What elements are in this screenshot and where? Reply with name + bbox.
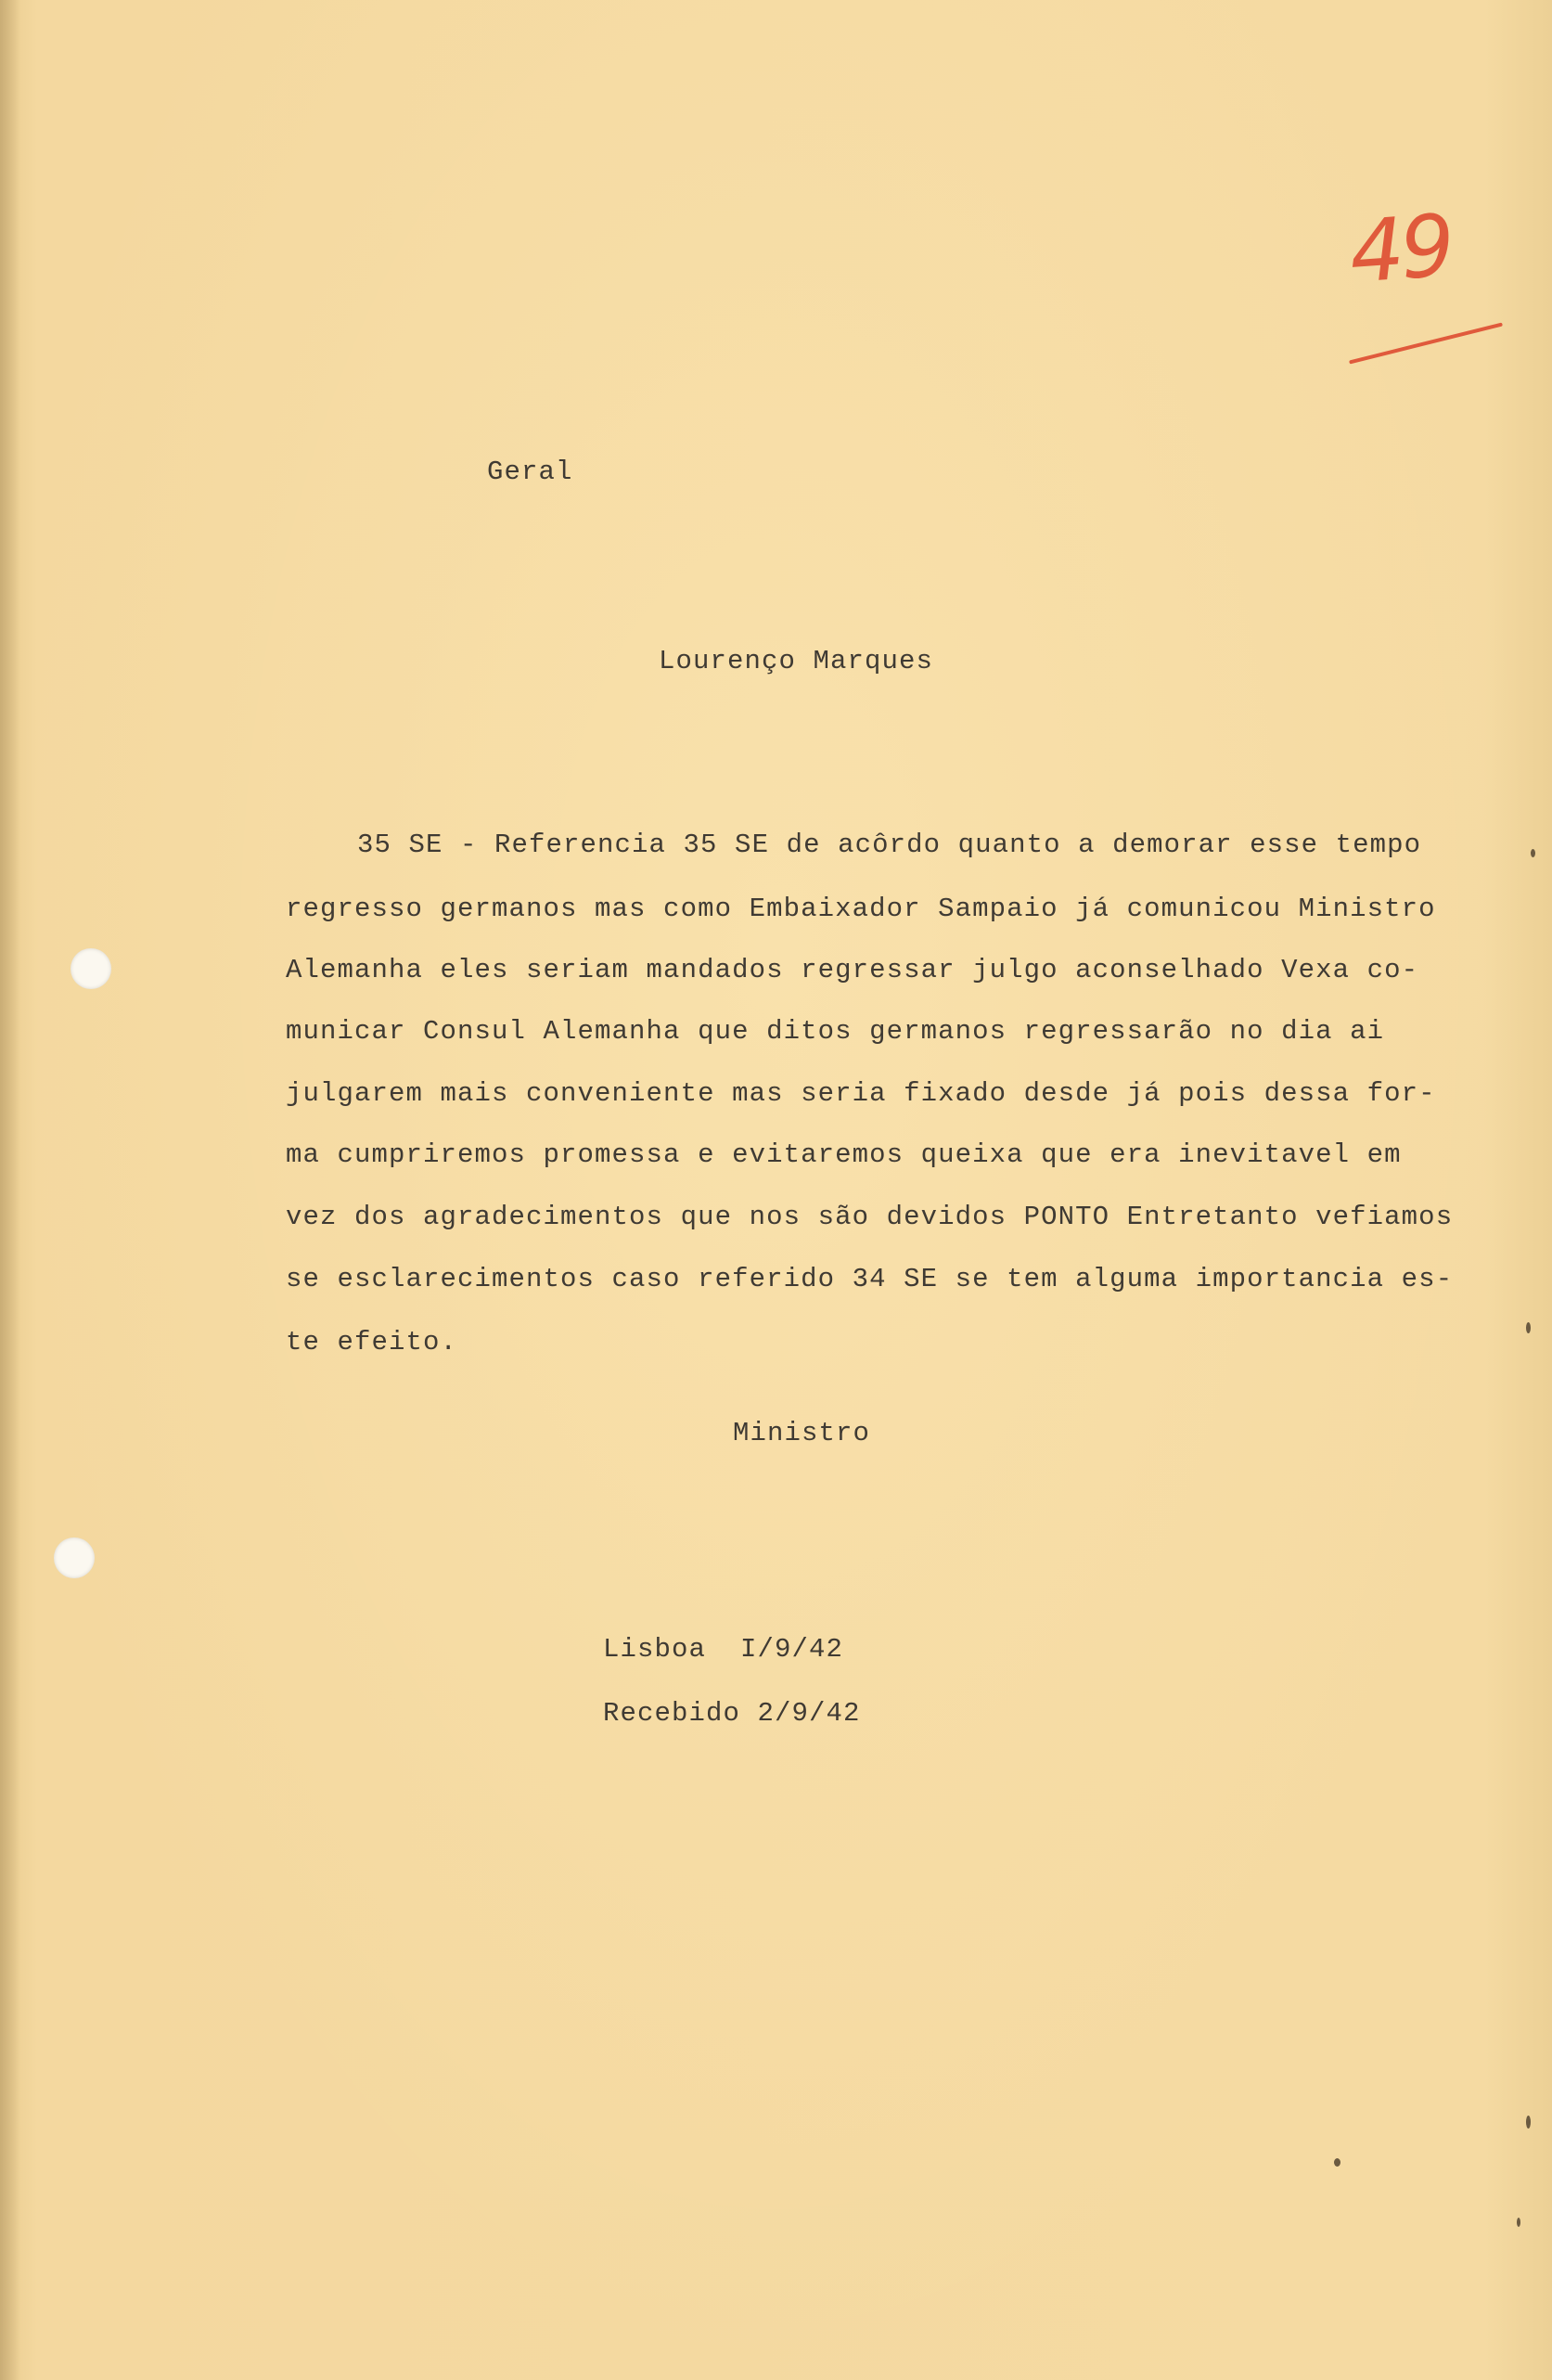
folio-underline bbox=[1349, 322, 1503, 364]
folio-number: 49 bbox=[1346, 196, 1455, 302]
punch-hole bbox=[54, 1537, 95, 1578]
message-line: te efeito. bbox=[286, 1327, 458, 1357]
received-date: Recebido 2/9/42 bbox=[603, 1698, 861, 1729]
message-line: Alemanha eles seriam mandados regressar julgo aconselhado Vexa co- bbox=[286, 955, 1419, 985]
punch-hole bbox=[71, 948, 111, 989]
message-line: municar Consul Alemanha que ditos germanos regressarão no dia ai bbox=[286, 1016, 1385, 1047]
signature: Ministro bbox=[733, 1418, 871, 1448]
paper-speck bbox=[1531, 849, 1535, 857]
paper-speck bbox=[1526, 2116, 1531, 2129]
paper-speck bbox=[1526, 1322, 1531, 1333]
heading: Geral bbox=[487, 457, 573, 487]
message-line: julgarem mais conveniente mas seria fixado desde já pois dessa for- bbox=[286, 1078, 1436, 1109]
page-edge-shadow bbox=[0, 0, 20, 2380]
message-line: 35 SE - Referencia 35 SE de acôrdo quanto a demorar esse tempo bbox=[357, 830, 1422, 860]
paper-speck bbox=[1334, 2158, 1340, 2167]
destination: Lourenço Marques bbox=[659, 646, 934, 676]
message-line: vez dos agradecimentos que nos são devidos PONTO Entretanto vefiamos bbox=[286, 1202, 1454, 1232]
sent-date: Lisboa I/9/42 bbox=[603, 1634, 844, 1665]
message-line: se esclarecimentos caso referido 34 SE se tem alguma importancia es- bbox=[286, 1264, 1454, 1294]
paper-speck bbox=[1517, 2218, 1520, 2227]
message-line: ma cumpriremos promessa e evitaremos queixa que era inevitavel em bbox=[286, 1139, 1402, 1170]
message-line: regresso germanos mas como Embaixador Sampaio já comunicou Ministro bbox=[286, 894, 1436, 924]
